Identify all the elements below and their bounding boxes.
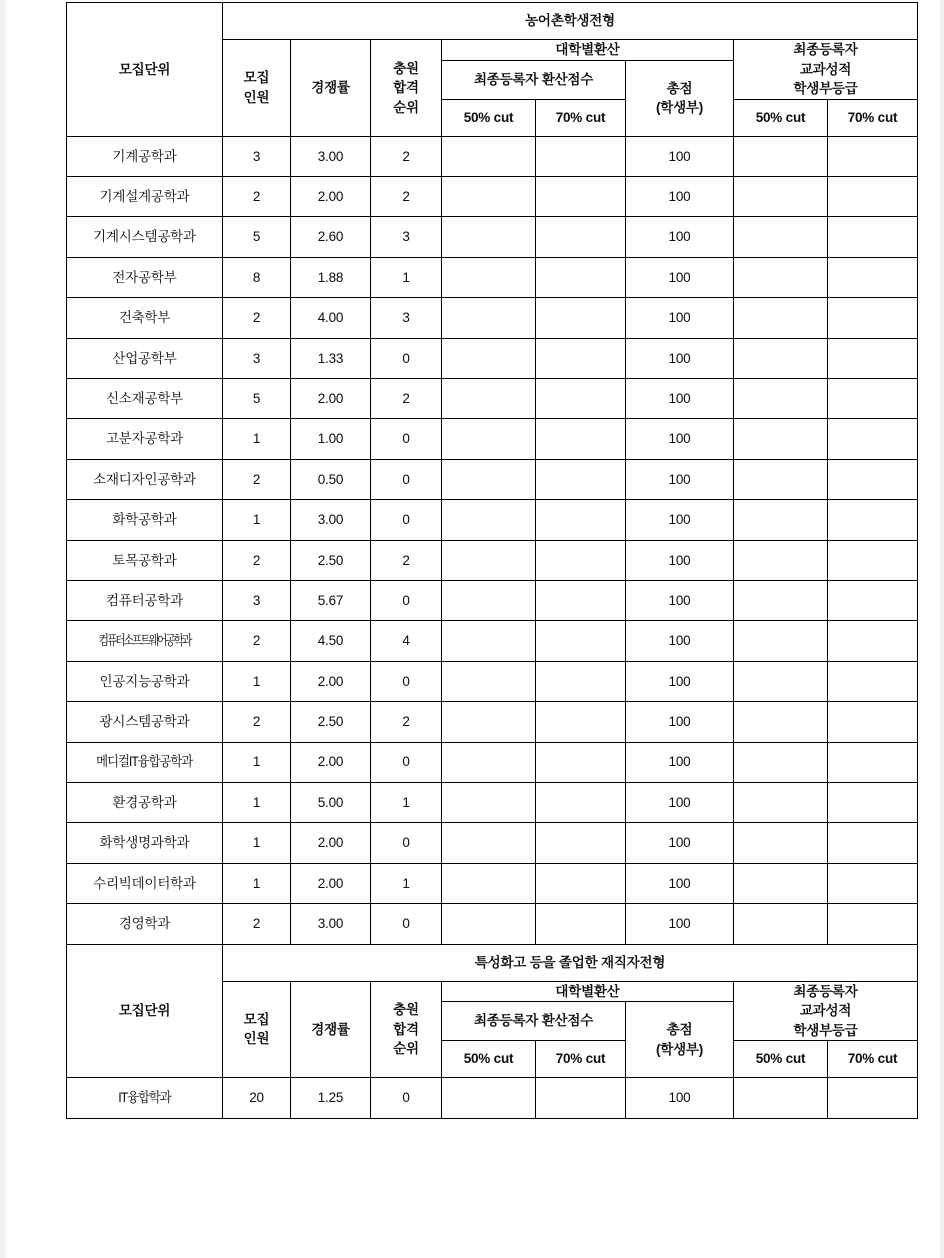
header-rank-line1: 충원	[393, 60, 419, 76]
cell-cut70	[536, 136, 626, 176]
table-row	[67, 459, 918, 499]
cell-unit	[67, 621, 223, 661]
header-total-line2: (학생부)	[655, 100, 704, 116]
unit-name-text: 기계설계공학과	[99, 188, 190, 204]
table-row	[67, 823, 918, 863]
cell-rank: 2	[371, 136, 442, 176]
cell-cut70	[536, 379, 626, 419]
cell-total: 100	[626, 177, 734, 217]
cell-unit	[67, 540, 223, 580]
cell-quota: 2	[223, 459, 291, 499]
header-rank	[371, 40, 442, 137]
header-final-score: 최종등록자 환산점수	[442, 60, 626, 99]
cell-grade-cut50	[734, 580, 828, 620]
cell-total: 100	[626, 702, 734, 742]
unit-name-text: 화학공학과	[112, 512, 177, 528]
cell-rank: 2	[371, 379, 442, 419]
cell-grade-cut70	[828, 257, 918, 297]
cell-quota: 2	[223, 702, 291, 742]
cell-unit	[67, 500, 223, 540]
header-grade-line1: 최종등록자	[793, 983, 858, 999]
cell-grade-cut50	[734, 863, 828, 903]
cell-grade-cut70	[828, 782, 918, 822]
table-row	[67, 580, 918, 620]
header-total-line1: 총점	[666, 80, 693, 96]
cell-cut70	[536, 904, 626, 944]
cell-cut50	[442, 136, 536, 176]
table-row	[67, 217, 918, 257]
cell-rank: 1	[371, 257, 442, 297]
cell-cut70	[536, 419, 626, 459]
cell-unit	[67, 580, 223, 620]
table-row	[67, 661, 918, 701]
header-total-score	[626, 1002, 734, 1078]
header-rank-line3: 순위	[393, 99, 419, 115]
cell-unit	[67, 338, 223, 378]
cell-unit	[67, 136, 223, 176]
cell-ratio: 1.33	[291, 338, 371, 378]
unit-name-text: 기계공학과	[112, 148, 177, 164]
cell-cut50	[442, 257, 536, 297]
cell-grade-cut70	[828, 379, 918, 419]
cell-grade-cut70	[828, 177, 918, 217]
cell-total: 100	[626, 782, 734, 822]
table-row	[67, 1078, 918, 1118]
header-cut50: 50% cut	[442, 1041, 536, 1078]
cell-cut50	[442, 742, 536, 782]
header-grade-line2: 교과성적	[799, 1003, 852, 1019]
cell-ratio: 2.60	[291, 217, 371, 257]
header-rank	[371, 981, 442, 1078]
cell-ratio: 3.00	[291, 904, 371, 944]
unit-name-text: 광시스템공학과	[99, 714, 190, 730]
cell-quota: 2	[223, 298, 291, 338]
table-row	[67, 298, 918, 338]
header-rank-line2: 합격	[393, 1021, 419, 1037]
cell-cut50	[442, 459, 536, 499]
cell-rank: 0	[371, 500, 442, 540]
cell-ratio: 3.00	[291, 500, 371, 540]
header-grade-cut50: 50% cut	[734, 99, 828, 136]
cell-cut50	[442, 540, 536, 580]
cell-rank: 0	[371, 338, 442, 378]
cell-grade-cut50	[734, 379, 828, 419]
cell-unit	[67, 298, 223, 338]
cell-cut70	[536, 863, 626, 903]
cell-total: 100	[626, 419, 734, 459]
cell-cut50	[442, 782, 536, 822]
cell-quota: 5	[223, 379, 291, 419]
cell-quota: 20	[223, 1078, 291, 1118]
cell-cut70	[536, 661, 626, 701]
cell-total: 100	[626, 742, 734, 782]
page-left-edge	[0, 0, 5, 1258]
cell-rank: 1	[371, 782, 442, 822]
cell-ratio: 1.00	[291, 419, 371, 459]
cell-quota: 3	[223, 580, 291, 620]
cell-total: 100	[626, 661, 734, 701]
cell-quota: 2	[223, 621, 291, 661]
header-grade-cut50: 50% cut	[734, 1041, 828, 1078]
cell-quota: 1	[223, 419, 291, 459]
header-rank-line1: 충원	[393, 1002, 419, 1017]
cell-grade-cut70	[828, 580, 918, 620]
unit-name-text: 신소재공학부	[105, 390, 184, 406]
unit-name-text: 고분자공학과	[105, 431, 184, 447]
cell-total: 100	[626, 298, 734, 338]
admissions-results-table	[66, 2, 918, 1119]
header-grade-line2: 교과성적	[799, 61, 852, 77]
unit-name-text: IT융합학과	[118, 1090, 171, 1106]
cell-ratio: 2.00	[291, 379, 371, 419]
cell-cut70	[536, 1078, 626, 1118]
cell-ratio: 4.00	[291, 298, 371, 338]
cell-total: 100	[626, 338, 734, 378]
header-rank-line3: 순위	[393, 1041, 419, 1057]
unit-name-text: 전자공학부	[112, 269, 177, 285]
unit-name-text: 소재디자인공학과	[93, 471, 196, 487]
cell-grade-cut70	[828, 136, 918, 176]
cell-rank: 0	[371, 823, 442, 863]
cell-cut50	[442, 621, 536, 661]
cell-cut70	[536, 580, 626, 620]
cell-grade-cut70	[828, 419, 918, 459]
header-grade-cut70: 70% cut	[828, 1041, 918, 1078]
table-row	[67, 177, 918, 217]
cell-grade-cut50	[734, 500, 828, 540]
cell-grade-cut70	[828, 702, 918, 742]
cell-rank: 2	[371, 540, 442, 580]
cell-grade-cut50	[734, 621, 828, 661]
cell-cut50	[442, 823, 536, 863]
table-row	[67, 702, 918, 742]
header-grade-line1: 최종등록자	[793, 42, 858, 57]
page-right-edge	[940, 0, 944, 1258]
cell-cut70	[536, 621, 626, 661]
cell-cut50	[442, 298, 536, 338]
cell-grade-cut70	[828, 742, 918, 782]
cell-unit	[67, 863, 223, 903]
cell-grade-cut70	[828, 661, 918, 701]
cell-quota: 1	[223, 742, 291, 782]
table-row	[67, 863, 918, 903]
cell-quota: 1	[223, 863, 291, 903]
cell-total: 100	[626, 217, 734, 257]
cell-cut70	[536, 257, 626, 297]
cell-grade-cut50	[734, 419, 828, 459]
table-row	[67, 379, 918, 419]
cell-cut50	[442, 217, 536, 257]
cell-grade-cut50	[734, 217, 828, 257]
cell-unit	[67, 257, 223, 297]
cell-cut50	[442, 177, 536, 217]
cell-grade-cut50	[734, 338, 828, 378]
header-cut50: 50% cut	[442, 99, 536, 136]
cell-ratio: 3.00	[291, 136, 371, 176]
unit-name-text: 산업공학부	[112, 350, 177, 366]
cell-grade-cut50	[734, 702, 828, 742]
cell-quota: 5	[223, 217, 291, 257]
cell-rank: 3	[371, 298, 442, 338]
cell-grade-cut50	[734, 136, 828, 176]
unit-name-text: 환경공학과	[112, 794, 177, 810]
cell-rank: 0	[371, 904, 442, 944]
cell-total: 100	[626, 136, 734, 176]
cell-unit	[67, 419, 223, 459]
cell-grade-cut70	[828, 217, 918, 257]
cell-grade-cut50	[734, 823, 828, 863]
cell-rank: 0	[371, 1078, 442, 1118]
cell-grade-cut50	[734, 257, 828, 297]
section-title-vocational-employed: 특성화고 등을 졸업한 재직자전형	[223, 944, 918, 981]
header-grade-line3: 학생부등급	[793, 81, 858, 97]
cell-grade-cut50	[734, 540, 828, 580]
header-ratio: 경쟁률	[291, 981, 371, 1078]
cell-grade-cut50	[734, 782, 828, 822]
cell-rank: 0	[371, 419, 442, 459]
section-title-row	[67, 944, 918, 981]
cell-rank: 2	[371, 702, 442, 742]
cell-unit	[67, 177, 223, 217]
cell-grade-cut50	[734, 904, 828, 944]
table-row	[67, 500, 918, 540]
cell-rank: 1	[371, 863, 442, 903]
cell-total: 100	[626, 904, 734, 944]
cell-rank: 3	[371, 217, 442, 257]
cell-ratio: 2.00	[291, 742, 371, 782]
cell-unit	[67, 702, 223, 742]
cell-total: 100	[626, 580, 734, 620]
header-quota-line2: 인원	[243, 1031, 270, 1047]
cell-quota: 1	[223, 500, 291, 540]
cell-grade-cut50	[734, 459, 828, 499]
cell-quota: 1	[223, 823, 291, 863]
cell-ratio: 2.00	[291, 863, 371, 903]
cell-grade-cut70	[828, 298, 918, 338]
table-row	[67, 338, 918, 378]
cell-rank: 4	[371, 621, 442, 661]
cell-ratio: 1.88	[291, 257, 371, 297]
cell-total: 100	[626, 540, 734, 580]
table-row	[67, 742, 918, 782]
cell-ratio: 4.50	[291, 621, 371, 661]
header-grade-group	[734, 981, 918, 1041]
header-rank-line2: 합격	[393, 80, 419, 96]
cell-grade-cut50	[734, 1078, 828, 1118]
header-cut70: 70% cut	[536, 99, 626, 136]
header-unit-label: 모집단위	[67, 3, 223, 137]
cell-cut50	[442, 1078, 536, 1118]
header-total-line2: (학생부)	[655, 1041, 704, 1057]
cell-ratio: 2.50	[291, 702, 371, 742]
cell-quota: 3	[223, 338, 291, 378]
cell-cut70	[536, 459, 626, 499]
cell-rank: 0	[371, 580, 442, 620]
table-row	[67, 419, 918, 459]
unit-name-text: 기계시스템공학과	[93, 229, 196, 245]
cell-unit	[67, 904, 223, 944]
cell-cut50	[442, 338, 536, 378]
header-conversion-group: 대학별환산	[442, 40, 734, 61]
unit-name-text: 수리빅데이터학과	[93, 875, 196, 891]
cell-grade-cut70	[828, 823, 918, 863]
cell-unit	[67, 782, 223, 822]
section-title-rural-students: 농어촌학생전형	[223, 3, 918, 40]
cell-grade-cut50	[734, 661, 828, 701]
cell-quota: 1	[223, 661, 291, 701]
cell-rank: 0	[371, 459, 442, 499]
cell-grade-cut70	[828, 904, 918, 944]
cell-total: 100	[626, 863, 734, 903]
cell-ratio: 2.00	[291, 823, 371, 863]
unit-name-text: 건축학부	[118, 310, 171, 326]
cell-ratio: 1.25	[291, 1078, 371, 1118]
cell-total: 100	[626, 621, 734, 661]
cell-cut50	[442, 702, 536, 742]
cell-grade-cut70	[828, 500, 918, 540]
header-grade-cut70: 70% cut	[828, 99, 918, 136]
cell-cut50	[442, 904, 536, 944]
cell-rank: 0	[371, 742, 442, 782]
header-quota	[223, 981, 291, 1078]
cell-cut70	[536, 702, 626, 742]
header-final-score: 최종등록자 환산점수	[442, 1002, 626, 1041]
cell-ratio: 5.00	[291, 782, 371, 822]
cell-cut70	[536, 823, 626, 863]
header-quota-line1: 모집	[243, 70, 270, 86]
header-quota-line2: 인원	[243, 89, 270, 105]
cell-cut70	[536, 217, 626, 257]
cell-cut50	[442, 661, 536, 701]
cell-cut50	[442, 863, 536, 903]
cell-ratio: 5.67	[291, 580, 371, 620]
header-total-score	[626, 60, 734, 136]
header-total-line1: 총점	[666, 1022, 693, 1038]
cell-grade-cut70	[828, 338, 918, 378]
cell-total: 100	[626, 500, 734, 540]
cell-grade-cut50	[734, 177, 828, 217]
cell-cut50	[442, 419, 536, 459]
table-row	[67, 621, 918, 661]
cell-quota: 2	[223, 540, 291, 580]
cell-total: 100	[626, 459, 734, 499]
header-quota-line1: 모집	[243, 1011, 270, 1027]
cell-rank: 0	[371, 661, 442, 701]
cell-grade-cut70	[828, 459, 918, 499]
cell-ratio: 2.00	[291, 177, 371, 217]
cell-cut70	[536, 742, 626, 782]
header-quota	[223, 40, 291, 137]
header-cut70: 70% cut	[536, 1041, 626, 1078]
cell-total: 100	[626, 823, 734, 863]
unit-name-text: 컴퓨터공학과	[105, 592, 184, 608]
header-unit-label: 모집단위	[67, 944, 223, 1078]
unit-name-text: 경영학과	[118, 916, 171, 932]
cell-quota: 8	[223, 257, 291, 297]
cell-unit	[67, 823, 223, 863]
cell-grade-cut70	[828, 863, 918, 903]
table-row	[67, 904, 918, 944]
cell-ratio: 2.00	[291, 661, 371, 701]
table-row	[67, 540, 918, 580]
cell-grade-cut50	[734, 742, 828, 782]
cell-grade-cut50	[734, 298, 828, 338]
header-grade-group	[734, 40, 918, 100]
cell-ratio: 0.50	[291, 459, 371, 499]
cell-grade-cut70	[828, 1078, 918, 1118]
cell-cut70	[536, 338, 626, 378]
cell-cut70	[536, 298, 626, 338]
cell-unit	[67, 459, 223, 499]
cell-total: 100	[626, 257, 734, 297]
header-ratio: 경쟁률	[291, 40, 371, 137]
cell-unit	[67, 661, 223, 701]
unit-name-text: 인공지능공학과	[99, 673, 190, 689]
cell-cut70	[536, 500, 626, 540]
unit-name-text: 메디컬IT융합공학과	[96, 754, 193, 770]
cell-grade-cut70	[828, 621, 918, 661]
header-grade-line3: 학생부등급	[793, 1022, 858, 1038]
cell-quota: 1	[223, 782, 291, 822]
cell-unit	[67, 742, 223, 782]
cell-quota: 2	[223, 904, 291, 944]
cell-total: 100	[626, 379, 734, 419]
cell-quota: 3	[223, 136, 291, 176]
section-title-row	[67, 3, 918, 40]
cell-grade-cut70	[828, 540, 918, 580]
cell-cut50	[442, 500, 536, 540]
table-row	[67, 257, 918, 297]
unit-name-text: 토목공학과	[112, 552, 177, 568]
cell-cut50	[442, 580, 536, 620]
table-row	[67, 136, 918, 176]
cell-total: 100	[626, 1078, 734, 1118]
cell-rank: 2	[371, 177, 442, 217]
table-row	[67, 782, 918, 822]
unit-name-text: 화학생명과학과	[99, 835, 190, 851]
cell-cut70	[536, 782, 626, 822]
cell-ratio: 2.50	[291, 540, 371, 580]
cell-unit	[67, 1078, 223, 1118]
cell-cut70	[536, 540, 626, 580]
cell-quota: 2	[223, 177, 291, 217]
unit-name-text: 컴퓨터소프트웨어공학과	[98, 633, 191, 649]
cell-cut70	[536, 177, 626, 217]
cell-cut50	[442, 379, 536, 419]
cell-unit	[67, 379, 223, 419]
cell-unit	[67, 217, 223, 257]
header-conversion-group: 대학별환산	[442, 981, 734, 1002]
